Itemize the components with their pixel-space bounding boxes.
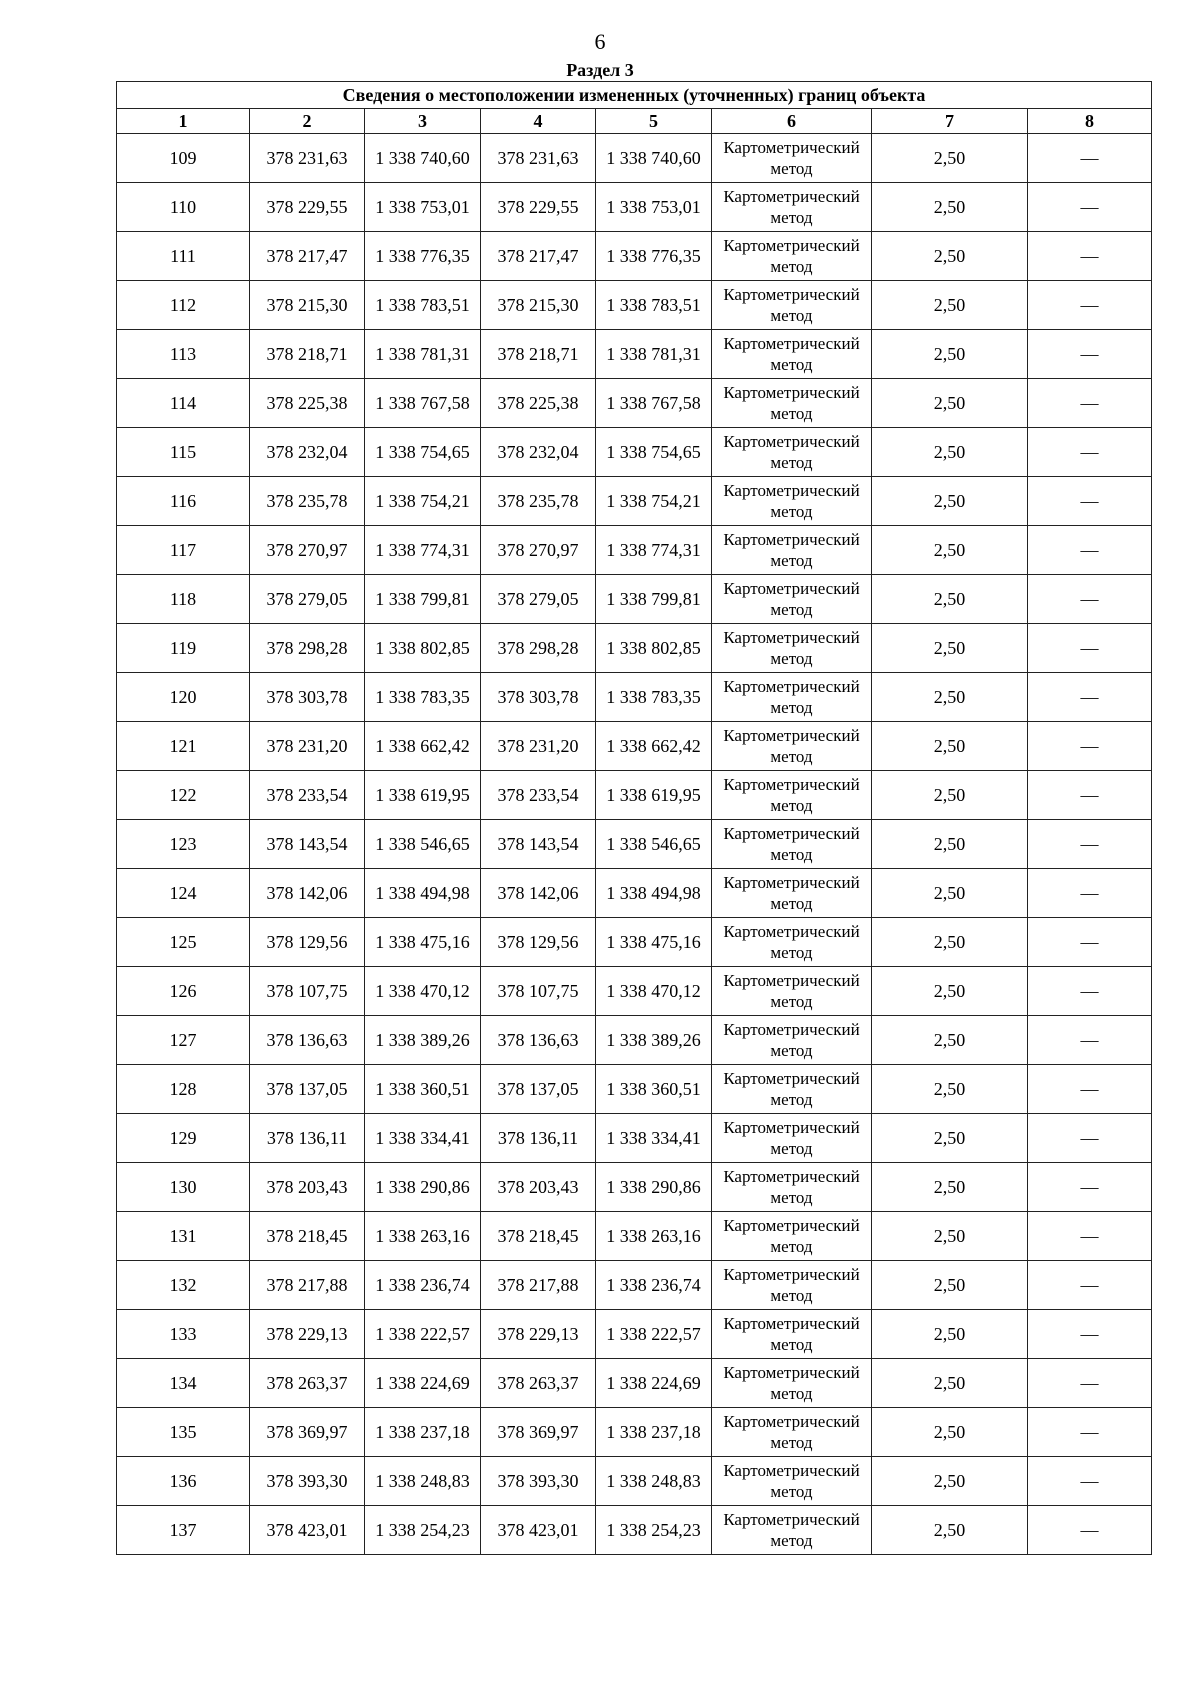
table-caption-row xyxy=(117,82,1152,109)
cell-x-new: 378 225,38 xyxy=(481,379,596,428)
cell-point-number: 116 xyxy=(117,477,250,526)
cell-y-old: 1 338 475,16 xyxy=(365,918,481,967)
cell-x-new: 378 233,54 xyxy=(481,771,596,820)
cell-x-old: 378 225,38 xyxy=(250,379,365,428)
cell-x-new: 378 136,63 xyxy=(481,1016,596,1065)
cell-y-new: 1 338 222,57 xyxy=(596,1310,712,1359)
boundary-table xyxy=(116,81,1152,1555)
cell-accuracy: 2,50 xyxy=(872,1065,1028,1114)
cell-x-old: 378 136,63 xyxy=(250,1016,365,1065)
cell-accuracy: 2,50 xyxy=(872,183,1028,232)
cell-method: Картометрический метод xyxy=(712,330,872,379)
cell-y-new: 1 338 360,51 xyxy=(596,1065,712,1114)
cell-x-new: 378 270,97 xyxy=(481,526,596,575)
cell-description: — xyxy=(1028,624,1152,673)
cell-x-new: 378 218,71 xyxy=(481,330,596,379)
cell-description: — xyxy=(1028,330,1152,379)
cell-y-new: 1 338 802,85 xyxy=(596,624,712,673)
cell-accuracy: 2,50 xyxy=(872,1261,1028,1310)
cell-point-number: 114 xyxy=(117,379,250,428)
cell-description: — xyxy=(1028,722,1152,771)
table-row xyxy=(117,1114,1152,1163)
cell-point-number: 111 xyxy=(117,232,250,281)
cell-point-number: 112 xyxy=(117,281,250,330)
cell-x-new: 378 423,01 xyxy=(481,1506,596,1555)
cell-description: — xyxy=(1028,1457,1152,1506)
cell-point-number: 115 xyxy=(117,428,250,477)
cell-method: Картометрический метод xyxy=(712,1212,872,1261)
cell-x-old: 378 218,45 xyxy=(250,1212,365,1261)
cell-description: — xyxy=(1028,1016,1152,1065)
cell-y-old: 1 338 254,23 xyxy=(365,1506,481,1555)
cell-y-old: 1 338 754,65 xyxy=(365,428,481,477)
cell-y-new: 1 338 470,12 xyxy=(596,967,712,1016)
table-row xyxy=(117,330,1152,379)
table-row xyxy=(117,1310,1152,1359)
cell-method: Картометрический метод xyxy=(712,575,872,624)
cell-y-old: 1 338 799,81 xyxy=(365,575,481,624)
cell-y-old: 1 338 248,83 xyxy=(365,1457,481,1506)
cell-y-new: 1 338 290,86 xyxy=(596,1163,712,1212)
cell-accuracy: 2,50 xyxy=(872,1310,1028,1359)
cell-x-new: 378 137,05 xyxy=(481,1065,596,1114)
cell-method: Картометрический метод xyxy=(712,1114,872,1163)
cell-method: Картометрический метод xyxy=(712,281,872,330)
cell-y-old: 1 338 767,58 xyxy=(365,379,481,428)
cell-y-old: 1 338 740,60 xyxy=(365,134,481,183)
cell-x-new: 378 217,88 xyxy=(481,1261,596,1310)
cell-y-new: 1 338 224,69 xyxy=(596,1359,712,1408)
cell-x-new: 378 143,54 xyxy=(481,820,596,869)
cell-y-new: 1 338 783,35 xyxy=(596,673,712,722)
cell-x-new: 378 129,56 xyxy=(481,918,596,967)
cell-y-old: 1 338 263,16 xyxy=(365,1212,481,1261)
cell-y-new: 1 338 781,31 xyxy=(596,330,712,379)
column-header: 1 xyxy=(117,109,250,134)
cell-description: — xyxy=(1028,1065,1152,1114)
cell-x-old: 378 231,20 xyxy=(250,722,365,771)
cell-x-old: 378 217,88 xyxy=(250,1261,365,1310)
table-row xyxy=(117,477,1152,526)
table-row xyxy=(117,1457,1152,1506)
table-row xyxy=(117,281,1152,330)
cell-x-new: 378 235,78 xyxy=(481,477,596,526)
cell-point-number: 113 xyxy=(117,330,250,379)
cell-accuracy: 2,50 xyxy=(872,722,1028,771)
cell-method: Картометрический метод xyxy=(712,820,872,869)
cell-point-number: 119 xyxy=(117,624,250,673)
section-title: Раздел 3 xyxy=(566,60,634,80)
cell-y-old: 1 338 290,86 xyxy=(365,1163,481,1212)
table-row xyxy=(117,918,1152,967)
cell-point-number: 136 xyxy=(117,1457,250,1506)
cell-y-new: 1 338 754,21 xyxy=(596,477,712,526)
cell-y-new: 1 338 494,98 xyxy=(596,869,712,918)
cell-point-number: 130 xyxy=(117,1163,250,1212)
table-row xyxy=(117,134,1152,183)
cell-y-old: 1 338 619,95 xyxy=(365,771,481,820)
cell-y-new: 1 338 799,81 xyxy=(596,575,712,624)
cell-accuracy: 2,50 xyxy=(872,232,1028,281)
cell-y-new: 1 338 774,31 xyxy=(596,526,712,575)
column-header: 7 xyxy=(872,109,1028,134)
cell-method: Картометрический метод xyxy=(712,1310,872,1359)
cell-accuracy: 2,50 xyxy=(872,918,1028,967)
cell-description: — xyxy=(1028,673,1152,722)
cell-y-new: 1 338 263,16 xyxy=(596,1212,712,1261)
table-row xyxy=(117,428,1152,477)
cell-point-number: 123 xyxy=(117,820,250,869)
column-header: 3 xyxy=(365,109,481,134)
cell-description: — xyxy=(1028,771,1152,820)
cell-y-old: 1 338 334,41 xyxy=(365,1114,481,1163)
cell-x-new: 378 303,78 xyxy=(481,673,596,722)
cell-method: Картометрический метод xyxy=(712,134,872,183)
cell-description: — xyxy=(1028,477,1152,526)
cell-accuracy: 2,50 xyxy=(872,477,1028,526)
cell-description: — xyxy=(1028,183,1152,232)
cell-description: — xyxy=(1028,1408,1152,1457)
cell-point-number: 120 xyxy=(117,673,250,722)
cell-x-new: 378 218,45 xyxy=(481,1212,596,1261)
cell-description: — xyxy=(1028,1261,1152,1310)
cell-y-old: 1 338 360,51 xyxy=(365,1065,481,1114)
cell-x-new: 378 393,30 xyxy=(481,1457,596,1506)
cell-description: — xyxy=(1028,1359,1152,1408)
cell-method: Картометрический метод xyxy=(712,1506,872,1555)
cell-x-old: 378 215,30 xyxy=(250,281,365,330)
cell-y-old: 1 338 546,65 xyxy=(365,820,481,869)
cell-point-number: 110 xyxy=(117,183,250,232)
cell-x-new: 378 229,13 xyxy=(481,1310,596,1359)
cell-y-old: 1 338 224,69 xyxy=(365,1359,481,1408)
cell-method: Картометрический метод xyxy=(712,183,872,232)
table-row xyxy=(117,1212,1152,1261)
cell-y-new: 1 338 753,01 xyxy=(596,183,712,232)
cell-description: — xyxy=(1028,379,1152,428)
cell-method: Картометрический метод xyxy=(712,1163,872,1212)
cell-description: — xyxy=(1028,1212,1152,1261)
cell-point-number: 133 xyxy=(117,1310,250,1359)
cell-point-number: 129 xyxy=(117,1114,250,1163)
cell-method: Картометрический метод xyxy=(712,1261,872,1310)
cell-y-old: 1 338 237,18 xyxy=(365,1408,481,1457)
cell-point-number: 134 xyxy=(117,1359,250,1408)
cell-accuracy: 2,50 xyxy=(872,379,1028,428)
cell-method: Картометрический метод xyxy=(712,918,872,967)
table-row xyxy=(117,624,1152,673)
table-row xyxy=(117,771,1152,820)
cell-method: Картометрический метод xyxy=(712,673,872,722)
cell-x-old: 378 303,78 xyxy=(250,673,365,722)
cell-method: Картометрический метод xyxy=(712,379,872,428)
table-row xyxy=(117,1408,1152,1457)
cell-y-old: 1 338 222,57 xyxy=(365,1310,481,1359)
cell-method: Картометрический метод xyxy=(712,428,872,477)
cell-x-new: 378 229,55 xyxy=(481,183,596,232)
table-row xyxy=(117,1065,1152,1114)
cell-point-number: 128 xyxy=(117,1065,250,1114)
column-header: 6 xyxy=(712,109,872,134)
cell-x-old: 378 270,97 xyxy=(250,526,365,575)
cell-x-old: 378 137,05 xyxy=(250,1065,365,1114)
cell-point-number: 122 xyxy=(117,771,250,820)
cell-x-old: 378 229,13 xyxy=(250,1310,365,1359)
column-header: 8 xyxy=(1028,109,1152,134)
cell-y-new: 1 338 783,51 xyxy=(596,281,712,330)
cell-point-number: 135 xyxy=(117,1408,250,1457)
cell-y-old: 1 338 776,35 xyxy=(365,232,481,281)
cell-method: Картометрический метод xyxy=(712,526,872,575)
cell-y-old: 1 338 754,21 xyxy=(365,477,481,526)
cell-y-new: 1 338 237,18 xyxy=(596,1408,712,1457)
cell-accuracy: 2,50 xyxy=(872,820,1028,869)
cell-x-old: 378 233,54 xyxy=(250,771,365,820)
cell-accuracy: 2,50 xyxy=(872,526,1028,575)
cell-method: Картометрический метод xyxy=(712,967,872,1016)
table-row xyxy=(117,673,1152,722)
table-row xyxy=(117,869,1152,918)
cell-y-old: 1 338 389,26 xyxy=(365,1016,481,1065)
table-row xyxy=(117,526,1152,575)
cell-accuracy: 2,50 xyxy=(872,330,1028,379)
cell-accuracy: 2,50 xyxy=(872,1163,1028,1212)
cell-x-new: 378 217,47 xyxy=(481,232,596,281)
cell-x-old: 378 279,05 xyxy=(250,575,365,624)
cell-x-old: 378 142,06 xyxy=(250,869,365,918)
column-header: 5 xyxy=(596,109,712,134)
cell-accuracy: 2,50 xyxy=(872,1359,1028,1408)
table-row xyxy=(117,722,1152,771)
cell-description: — xyxy=(1028,281,1152,330)
cell-y-new: 1 338 776,35 xyxy=(596,232,712,281)
cell-y-new: 1 338 619,95 xyxy=(596,771,712,820)
cell-point-number: 126 xyxy=(117,967,250,1016)
table-row xyxy=(117,232,1152,281)
cell-y-old: 1 338 236,74 xyxy=(365,1261,481,1310)
cell-accuracy: 2,50 xyxy=(872,1212,1028,1261)
cell-y-new: 1 338 546,65 xyxy=(596,820,712,869)
column-header: 4 xyxy=(481,109,596,134)
cell-point-number: 124 xyxy=(117,869,250,918)
cell-method: Картометрический метод xyxy=(712,624,872,673)
cell-description: — xyxy=(1028,134,1152,183)
cell-description: — xyxy=(1028,526,1152,575)
cell-accuracy: 2,50 xyxy=(872,1016,1028,1065)
cell-y-old: 1 338 753,01 xyxy=(365,183,481,232)
cell-point-number: 118 xyxy=(117,575,250,624)
table-row xyxy=(117,1163,1152,1212)
cell-description: — xyxy=(1028,1310,1152,1359)
cell-method: Картометрический метод xyxy=(712,1457,872,1506)
cell-y-old: 1 338 783,35 xyxy=(365,673,481,722)
cell-point-number: 132 xyxy=(117,1261,250,1310)
cell-x-old: 378 136,11 xyxy=(250,1114,365,1163)
table-row xyxy=(117,967,1152,1016)
cell-x-old: 378 263,37 xyxy=(250,1359,365,1408)
table-row xyxy=(117,379,1152,428)
cell-x-old: 378 218,71 xyxy=(250,330,365,379)
cell-x-new: 378 232,04 xyxy=(481,428,596,477)
cell-point-number: 109 xyxy=(117,134,250,183)
cell-accuracy: 2,50 xyxy=(872,624,1028,673)
cell-accuracy: 2,50 xyxy=(872,1457,1028,1506)
cell-description: — xyxy=(1028,575,1152,624)
cell-x-new: 378 231,20 xyxy=(481,722,596,771)
cell-x-old: 378 203,43 xyxy=(250,1163,365,1212)
cell-y-new: 1 338 662,42 xyxy=(596,722,712,771)
cell-method: Картометрический метод xyxy=(712,1408,872,1457)
table-body xyxy=(117,134,1152,1555)
cell-point-number: 137 xyxy=(117,1506,250,1555)
cell-description: — xyxy=(1028,918,1152,967)
cell-accuracy: 2,50 xyxy=(872,967,1028,1016)
cell-method: Картометрический метод xyxy=(712,869,872,918)
cell-y-new: 1 338 248,83 xyxy=(596,1457,712,1506)
cell-x-new: 378 279,05 xyxy=(481,575,596,624)
cell-y-old: 1 338 470,12 xyxy=(365,967,481,1016)
table-row xyxy=(117,820,1152,869)
cell-x-old: 378 232,04 xyxy=(250,428,365,477)
cell-x-old: 378 235,78 xyxy=(250,477,365,526)
cell-method: Картометрический метод xyxy=(712,1016,872,1065)
cell-x-old: 378 298,28 xyxy=(250,624,365,673)
cell-point-number: 117 xyxy=(117,526,250,575)
cell-y-old: 1 338 662,42 xyxy=(365,722,481,771)
cell-point-number: 131 xyxy=(117,1212,250,1261)
cell-accuracy: 2,50 xyxy=(872,428,1028,477)
cell-x-new: 378 136,11 xyxy=(481,1114,596,1163)
cell-x-new: 378 263,37 xyxy=(481,1359,596,1408)
cell-x-new: 378 107,75 xyxy=(481,967,596,1016)
cell-y-old: 1 338 774,31 xyxy=(365,526,481,575)
cell-point-number: 125 xyxy=(117,918,250,967)
cell-x-old: 378 423,01 xyxy=(250,1506,365,1555)
cell-y-old: 1 338 802,85 xyxy=(365,624,481,673)
table-row xyxy=(117,575,1152,624)
cell-accuracy: 2,50 xyxy=(872,771,1028,820)
cell-method: Картометрический метод xyxy=(712,232,872,281)
cell-y-old: 1 338 783,51 xyxy=(365,281,481,330)
cell-description: — xyxy=(1028,1114,1152,1163)
table-caption: Сведения о местоположении измененных (уточненных) границ объекта xyxy=(117,82,1152,109)
cell-y-new: 1 338 740,60 xyxy=(596,134,712,183)
cell-description: — xyxy=(1028,967,1152,1016)
table-row xyxy=(117,1261,1152,1310)
cell-x-old: 378 393,30 xyxy=(250,1457,365,1506)
cell-description: — xyxy=(1028,428,1152,477)
cell-accuracy: 2,50 xyxy=(872,575,1028,624)
cell-y-new: 1 338 389,26 xyxy=(596,1016,712,1065)
cell-accuracy: 2,50 xyxy=(872,869,1028,918)
cell-description: — xyxy=(1028,820,1152,869)
cell-x-new: 378 215,30 xyxy=(481,281,596,330)
cell-description: — xyxy=(1028,232,1152,281)
cell-x-old: 378 129,56 xyxy=(250,918,365,967)
cell-point-number: 127 xyxy=(117,1016,250,1065)
page-number: 6 xyxy=(594,29,606,54)
cell-y-old: 1 338 494,98 xyxy=(365,869,481,918)
cell-x-old: 378 229,55 xyxy=(250,183,365,232)
cell-description: — xyxy=(1028,869,1152,918)
cell-point-number: 121 xyxy=(117,722,250,771)
column-header: 2 xyxy=(250,109,365,134)
cell-method: Картометрический метод xyxy=(712,771,872,820)
table-row xyxy=(117,1359,1152,1408)
cell-x-old: 378 231,63 xyxy=(250,134,365,183)
cell-x-new: 378 203,43 xyxy=(481,1163,596,1212)
cell-method: Картометрический метод xyxy=(712,1359,872,1408)
cell-x-old: 378 217,47 xyxy=(250,232,365,281)
cell-y-new: 1 338 334,41 xyxy=(596,1114,712,1163)
table-row xyxy=(117,183,1152,232)
cell-x-old: 378 107,75 xyxy=(250,967,365,1016)
cell-x-new: 378 369,97 xyxy=(481,1408,596,1457)
cell-description: — xyxy=(1028,1163,1152,1212)
cell-accuracy: 2,50 xyxy=(872,673,1028,722)
cell-x-old: 378 143,54 xyxy=(250,820,365,869)
cell-accuracy: 2,50 xyxy=(872,1408,1028,1457)
cell-method: Картометрический метод xyxy=(712,477,872,526)
cell-y-new: 1 338 767,58 xyxy=(596,379,712,428)
cell-description: — xyxy=(1028,1506,1152,1555)
cell-method: Картометрический метод xyxy=(712,1065,872,1114)
cell-x-new: 378 231,63 xyxy=(481,134,596,183)
cell-accuracy: 2,50 xyxy=(872,1506,1028,1555)
cell-accuracy: 2,50 xyxy=(872,1114,1028,1163)
cell-y-old: 1 338 781,31 xyxy=(365,330,481,379)
cell-accuracy: 2,50 xyxy=(872,134,1028,183)
cell-y-new: 1 338 475,16 xyxy=(596,918,712,967)
cell-accuracy: 2,50 xyxy=(872,281,1028,330)
cell-method: Картометрический метод xyxy=(712,722,872,771)
table-row xyxy=(117,1506,1152,1555)
cell-y-new: 1 338 754,65 xyxy=(596,428,712,477)
cell-x-old: 378 369,97 xyxy=(250,1408,365,1457)
table-row xyxy=(117,1016,1152,1065)
table-header-row xyxy=(117,109,1152,134)
cell-x-new: 378 142,06 xyxy=(481,869,596,918)
cell-y-new: 1 338 236,74 xyxy=(596,1261,712,1310)
cell-y-new: 1 338 254,23 xyxy=(596,1506,712,1555)
cell-x-new: 378 298,28 xyxy=(481,624,596,673)
